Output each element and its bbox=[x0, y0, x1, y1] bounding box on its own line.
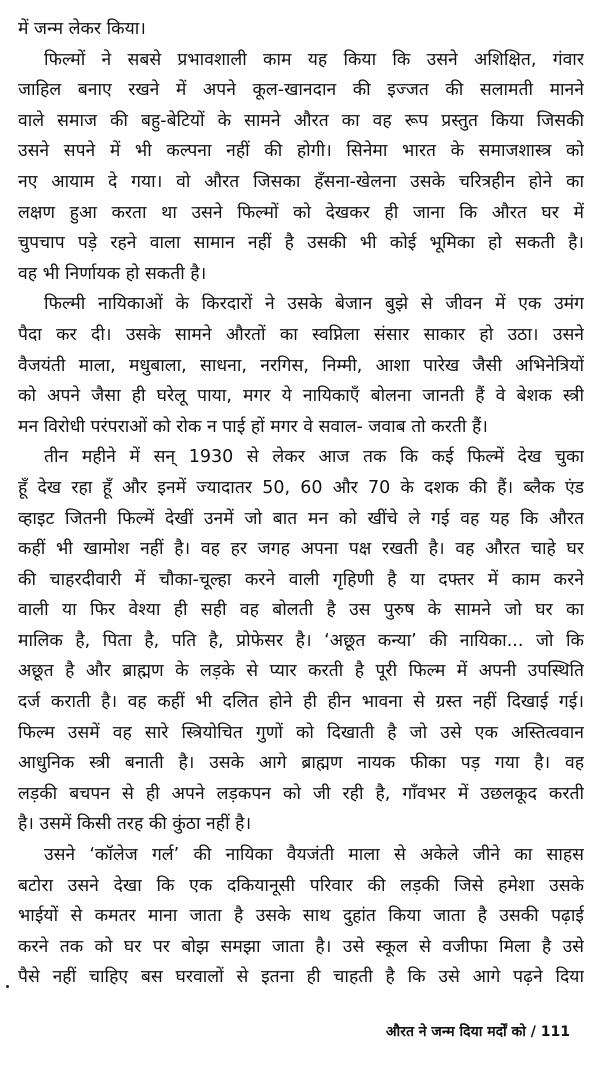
text-line: फिल्म उसमें वह सारे स्त्रियोचित गुणों को दिखाती है जो उसे एक अस्तित्ववान bbox=[18, 722, 584, 743]
text-line: उसने सपने में भी कल्पना नहीं की होगी। सिनेमा भारत के समाजशास्त्र को bbox=[18, 141, 584, 162]
footer-separator: / bbox=[530, 1024, 536, 1040]
text-line: वैजयंती माला, मधुबाला, साधना, नरगिस, निम्मी, आशा पारेख जैसी अभिनेत्रियों bbox=[18, 355, 584, 376]
text-line: पैदा कर दी। उसके सामने औरतों का स्वप्निला संसार साकार हो उठा। उसने bbox=[18, 324, 584, 345]
text-line: व्हाइट जितनी फिल्में देखीं उनमें जो बात मन को खींचे ले गई वह यह कि औरत bbox=[18, 508, 584, 529]
text-line: है। उसमें किसी तरह की कुंठा नहीं है। bbox=[18, 814, 252, 835]
text-line: बटोरा उसने देखा कि एक दकियानूसी परिवार की लड़की जिसे हमेशा उसके bbox=[18, 875, 584, 896]
text-line: कहीं भी खामोश नहीं है। वह हर जगह अपना पक्ष रखती है। वह औरत चाहे घर bbox=[18, 539, 584, 560]
paragraph bbox=[18, 289, 584, 442]
running-title: औरत ने जन्म दिया मर्दों को bbox=[385, 1024, 526, 1040]
text-line: में जन्म लेकर किया। bbox=[18, 19, 146, 39]
text-line: मालिक है, पिता है, पति है, प्रोफेसर है। ‘अछूत कन्या’ की नायिका... जो कि bbox=[18, 630, 584, 651]
text-line: को अपने जैसा ही घरेलू पाया, मगर ये नायिकाएँ बोलना जानती हैं वे बेशक स्त्री bbox=[18, 386, 584, 407]
text-line: चुपचाप पड़े रहने वाला सामान नहीं है उसकी भी कोई भूमिका हो सकती है। bbox=[18, 233, 584, 254]
paragraph bbox=[18, 45, 584, 290]
text-line: लड़की बचपन से ही अपने लड़कपन को जी रही है, गाँवभर में उछलकूद करती bbox=[18, 783, 584, 804]
text-line: वह भी निर्णायक हो सकती है। bbox=[18, 263, 207, 284]
paragraph bbox=[18, 840, 584, 993]
text-line: दर्ज कराती है। वह कहीं भी दलित होने ही हीन भावना से ग्रस्त नहीं दिखाई गई। bbox=[18, 692, 584, 713]
text-line: उसने ‘कॉलेज गर्ल’ की नायिका वैयजंती माला से अकेले जीने का साहस bbox=[44, 845, 584, 866]
text-line: फिल्मी नायिकाओं के किरदारों ने उसके बेजान बुझे से जीवन में एक उमंग bbox=[44, 294, 584, 315]
page-body bbox=[18, 14, 584, 993]
text-line: वाले समाज की बहु-बेटियों के सामने औरत का वह रूप प्रस्तुत किया जिसकी bbox=[18, 110, 584, 131]
page-footer bbox=[0, 1022, 570, 1041]
page-number: 111 bbox=[540, 1024, 570, 1040]
paragraph bbox=[18, 442, 584, 840]
text-line: पैसे नहीं चाहिए बस घरवालों से इतना ही चाहती है कि उसे आगे पढ़ने दिया bbox=[18, 967, 584, 988]
text-line: तीन महीने में सन् 1930 से लेकर आज तक कि कई फिल्में देख चुका bbox=[44, 447, 584, 468]
text-line: भाईयों से कमतर माना जाता है उसके साथ दुहांत किया जाता है उसकी पढ़ाई bbox=[18, 906, 584, 927]
text-line: आधुनिक स्त्री बनाती है। उसके आगे ब्राह्मण नायक फीका पड़ गया है। वह bbox=[18, 753, 584, 774]
text-line: की चाहरदीवारी में चौका-चूल्हा करने वाली गृहिणी है या दफ्तर में काम करने bbox=[18, 569, 584, 590]
text-line: फिल्मों ने सबसे प्रभावशाली काम यह किया कि उसने अशिक्षित, गंवार bbox=[44, 49, 584, 70]
text-line: नए आयाम दे गया। वो औरत जिसका हँसना-खेलना उसके चरित्रहीन होने का bbox=[18, 171, 584, 192]
text-line: अछूत है और ब्राह्मण के लड़के से प्यार करती है पूरी फिल्म में अपनी उपस्थिति bbox=[18, 661, 584, 682]
paragraph bbox=[18, 14, 584, 45]
text-line: करने तक को घर पर बोझ समझा जाता है। उसे स्कूल से वजीफा मिला है उसे bbox=[18, 936, 584, 957]
text-line: मन विरोधी परंपराओं को रोक न पाई हों मगर वे सवाल- जवाब तो करती हैं। bbox=[18, 416, 488, 437]
text-line: वाली या फिर वेश्या ही सही वह बोलती है उस पुरुष के सामने जो घर का bbox=[18, 600, 584, 621]
text-line: लक्षण हुआ करता था उसने फिल्मों को देखकर ही जाना कि औरत घर में bbox=[18, 202, 584, 223]
margin-dot bbox=[6, 985, 9, 988]
text-line: जाहिल बनाए रखने में अपने कूल-खानदान की इज्जत की सलामती मानने bbox=[18, 80, 584, 101]
text-line: हूँ देख रहा हूँ और इनमें ज्यादातर 50, 60 और 70 के दशक की हैं। ब्लैक एंड bbox=[18, 477, 584, 498]
